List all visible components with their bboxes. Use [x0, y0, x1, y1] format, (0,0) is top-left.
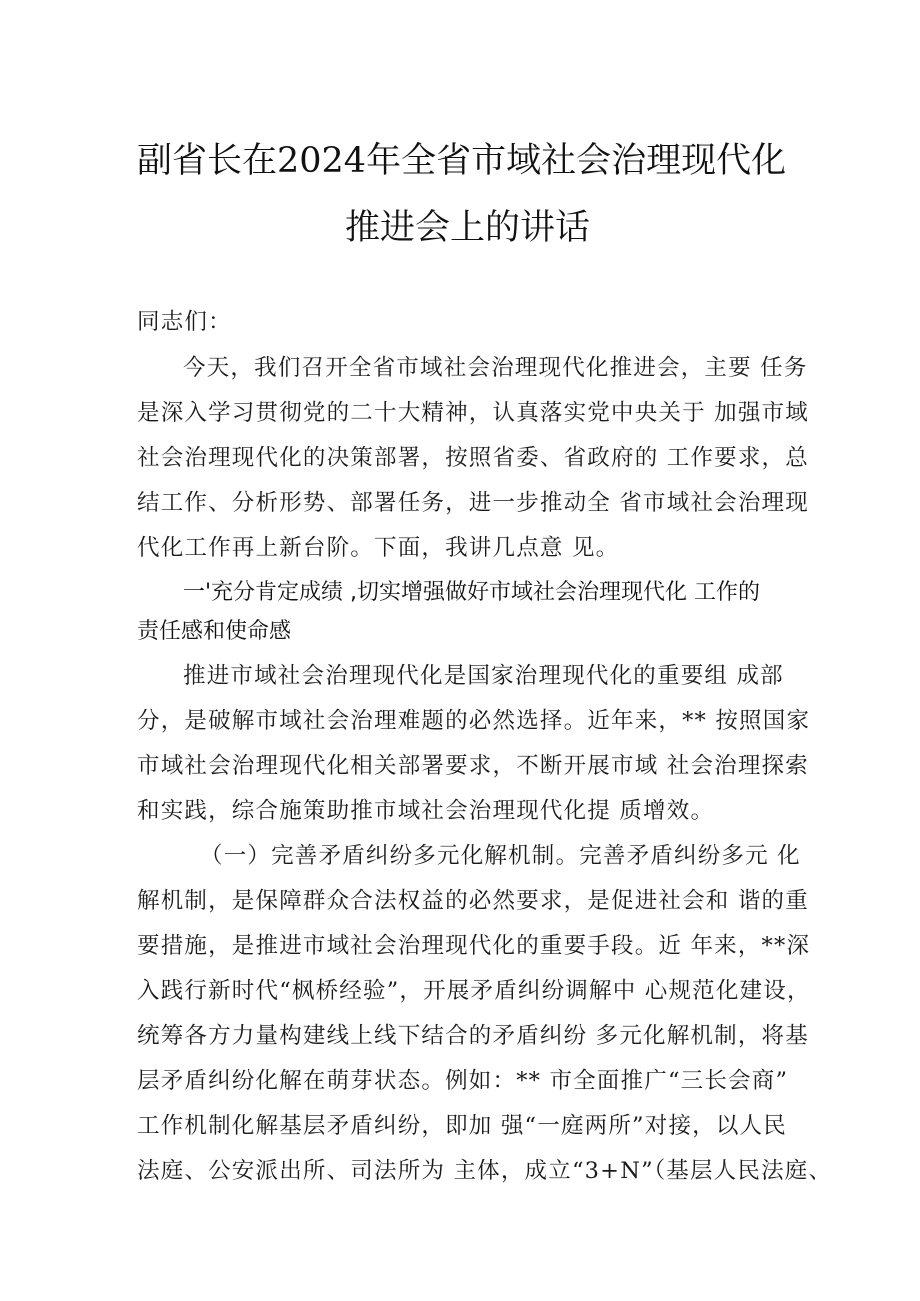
para1-line: 结工作、分析形势、部署任务，进一步推动全 省市域社会治理现 — [137, 490, 809, 516]
para3-line: 统筹各方力量构建线上线下结合的矛盾纠纷 多元化解机制，将基 — [137, 1023, 809, 1049]
para1-line: 今天，我们召开全省市域社会治理现代化推进会，主要 任务 — [183, 355, 808, 381]
section-heading-line: 一'充分肯定成绩 ,切实增强做好市域社会治理现代化 工作的 — [183, 580, 761, 605]
document-title-line2: 推进会上的讲话 — [345, 208, 591, 248]
para1-line: 代化工作再上新台阶。下面，我讲几点意 见。 — [137, 535, 620, 561]
para2-line: 和实践，综合施策助推市域社会治理现代化提 质增效。 — [137, 798, 715, 824]
section-heading-line: 责任感和使命感 — [137, 619, 292, 644]
document-title-line1: 副省长在2024年全省市域社会治理现代化 — [137, 141, 787, 181]
para1-line: 是深入学习贯彻党的二十大精神，认真落实党中央关于 加强市域 — [137, 400, 809, 426]
salutation: 同志们： — [137, 309, 232, 335]
para3-line: 层矛盾纠纷化解在萌芽状态。例如：** 市全面推广“三长会商” — [137, 1068, 789, 1094]
para3-line: 法庭、公安派出所、司法所为 主体，成立“3+N”（基层人民法庭、 — [137, 1158, 833, 1184]
para2-line: 市域社会治理现代化相关部署要求，不断开展市域 社会治理探索 — [137, 753, 809, 779]
para3-line: 工作机制化解基层矛盾纠纷，即加 强“一庭两所”对接，以人民 — [137, 1113, 787, 1139]
para3-line: 入践行新时代“枫桥经验”，开展矛盾纠纷调解中 心规范化建设， — [137, 978, 811, 1004]
para1-line: 社会治理现代化的决策部署，按照省委、省政府的 工作要求，总 — [137, 445, 809, 471]
para3-line: 解机制，是保障群众合法权益的必然要求，是促进社会和 谐的重 — [137, 888, 809, 914]
para3-line: 要措施，是推进市域社会治理现代化的重要手段。近 年来，**深 — [137, 933, 811, 959]
para3-line: （一）完善矛盾纠纷多元化解机制。完善矛盾纠纷多元 化 — [200, 843, 801, 869]
para2-line: 分，是破解市域社会治理难题的必然选择。近年来，** 按照国家 — [137, 708, 811, 734]
para2-line: 推进市域社会治理现代化是国家治理现代化的重要组 成部 — [183, 663, 784, 689]
